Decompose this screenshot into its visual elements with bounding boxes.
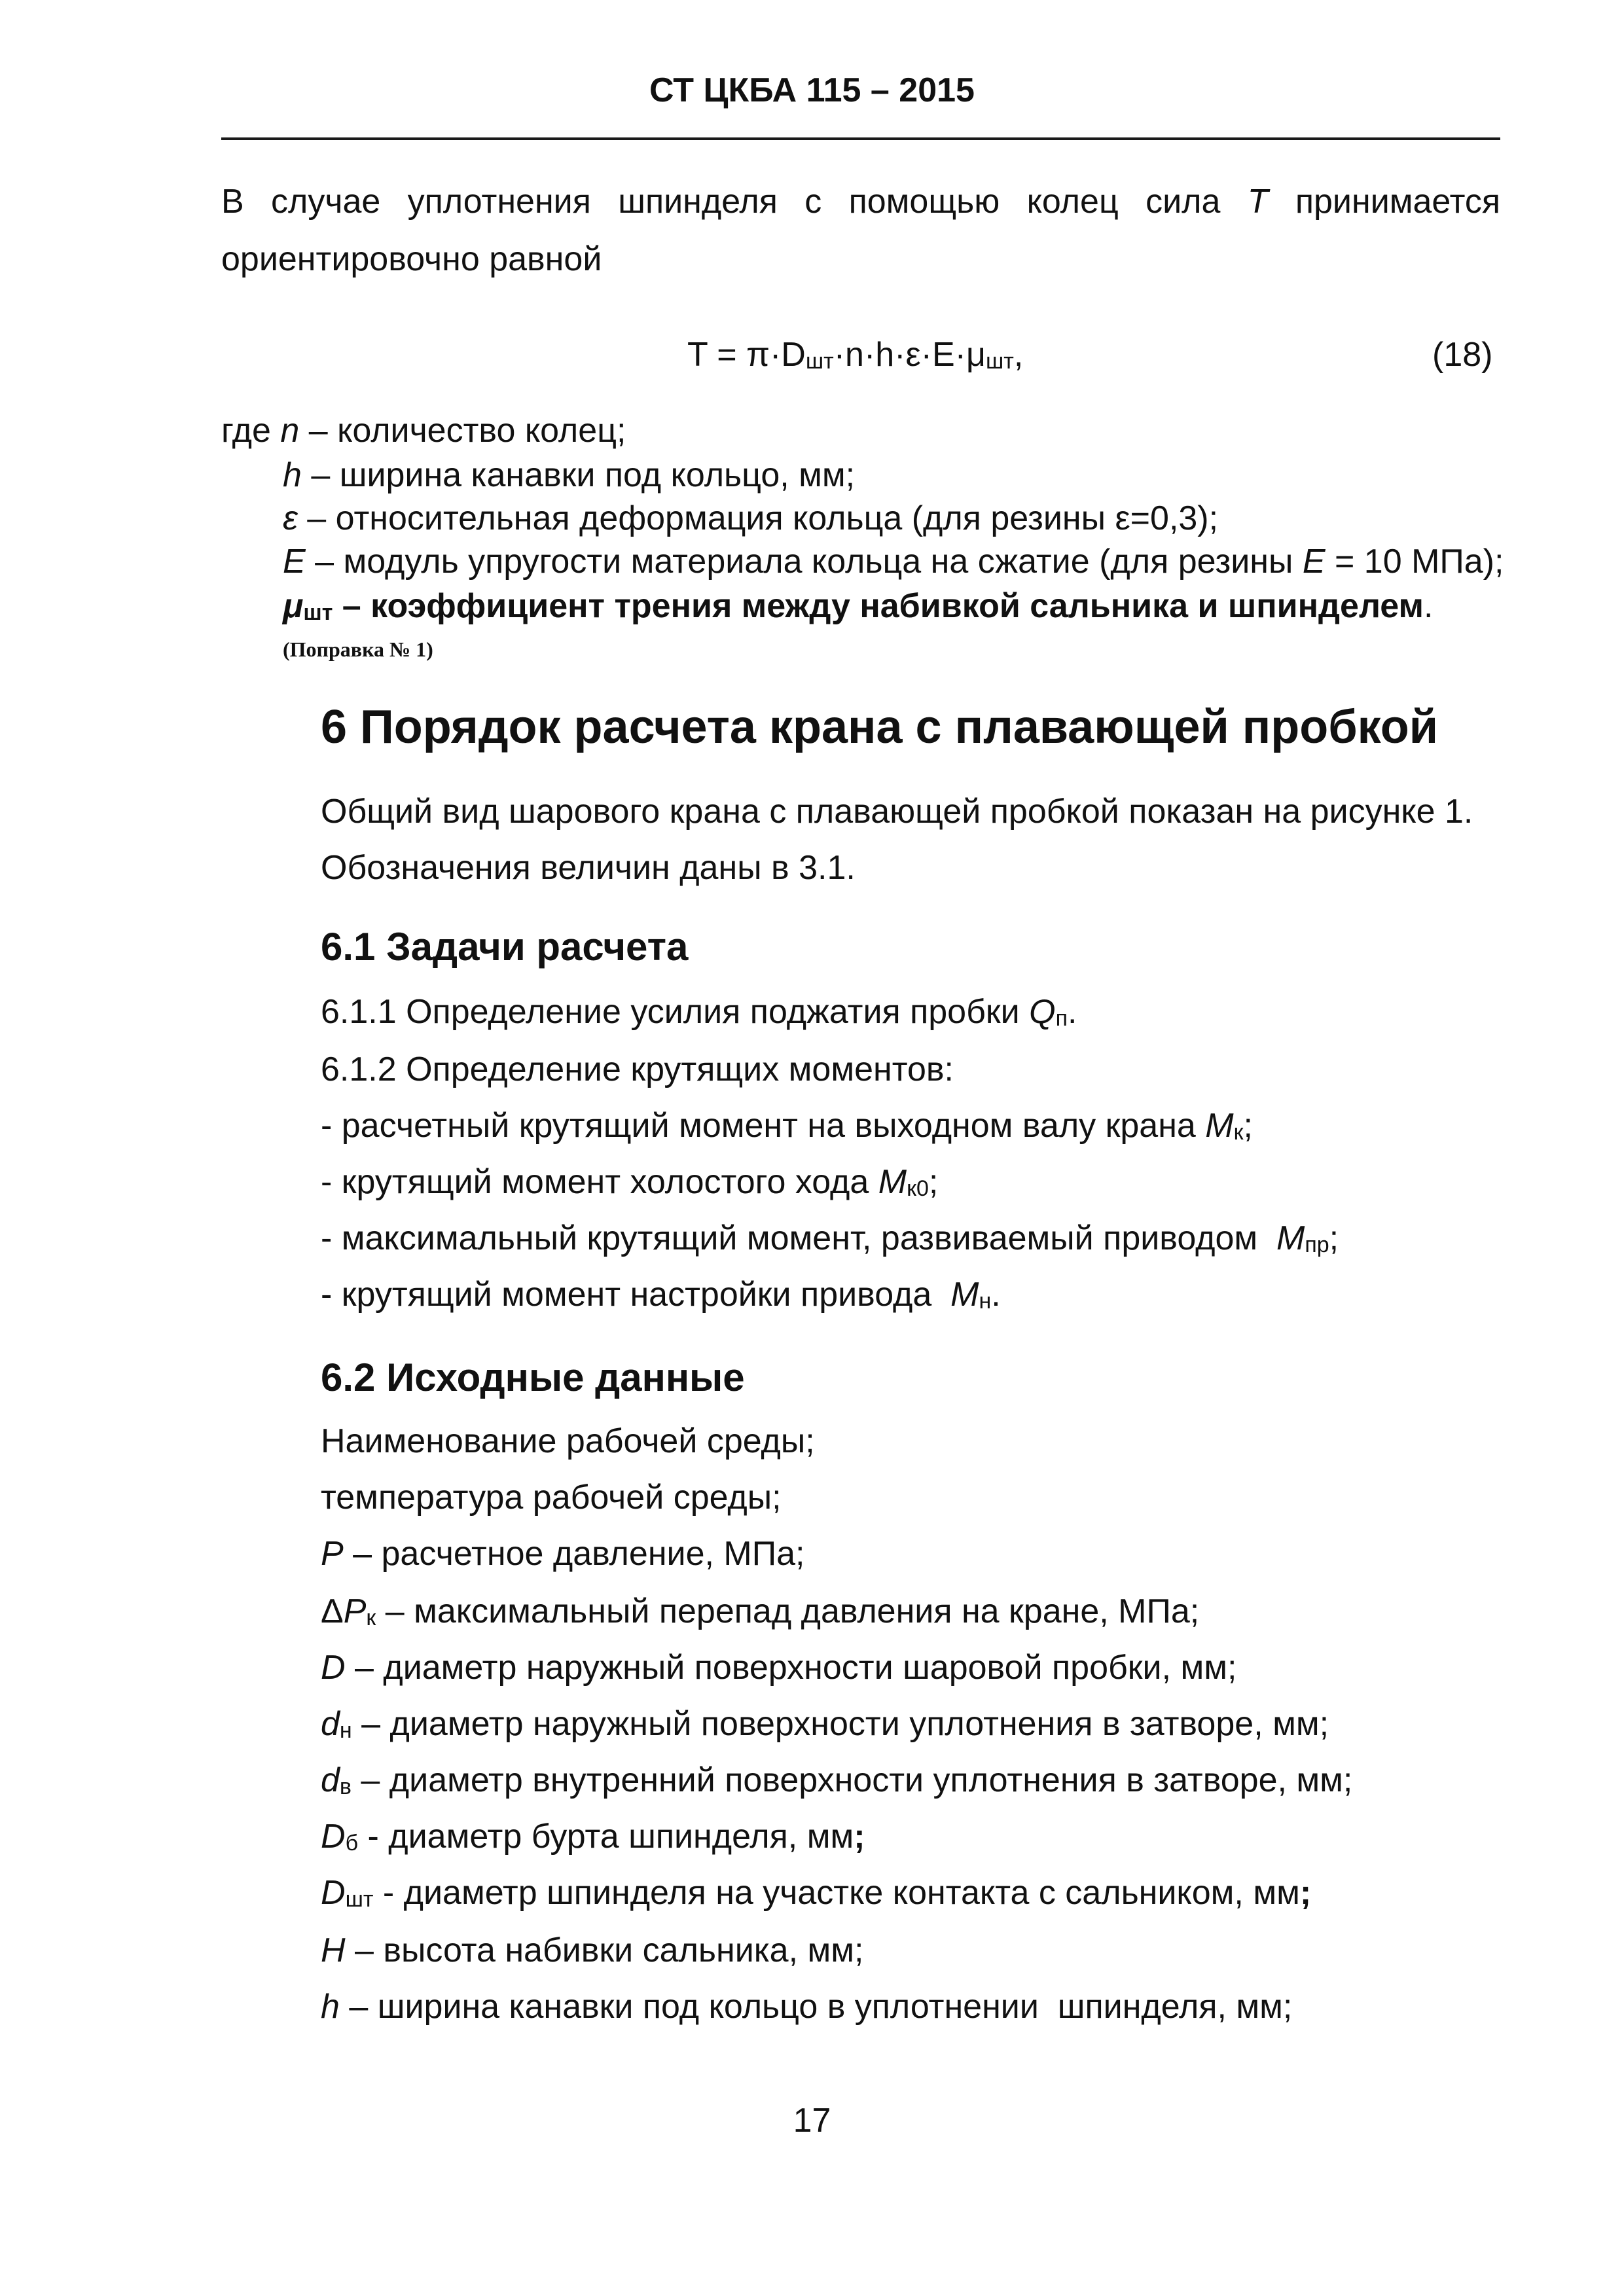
formula-sub-1: шт xyxy=(805,349,834,374)
where-E-text-2: = 10 МПа); xyxy=(1325,543,1504,581)
bullet-mn-end: . xyxy=(991,1276,1001,1314)
where-mu-dot: . xyxy=(1424,587,1434,625)
section-6-1-title: 6.1 Задачи расчета xyxy=(321,925,689,969)
input-P xyxy=(321,1537,804,1571)
where-E xyxy=(283,545,1504,579)
var-P: P xyxy=(321,1535,344,1573)
bullet-mk-end: ; xyxy=(1243,1107,1253,1145)
intro-line-2: ориентировочно равной xyxy=(221,240,602,278)
where-eps xyxy=(283,501,1218,535)
where-h-text: – ширина канавки под кольцо, мм; xyxy=(301,456,856,494)
var-Db-sub: б xyxy=(345,1831,359,1856)
item-6-1-2: 6.1.2 Определение крутящих моментов: xyxy=(321,1050,954,1088)
var-Mpr-sub: пр xyxy=(1305,1232,1329,1257)
bullet-mn-text: - крутящий момент настройки привода xyxy=(321,1276,951,1314)
formula-lhs: T = π·D xyxy=(687,336,806,374)
item-6-1-1-text: 6.1.1 Определение усилия поджатия пробки xyxy=(321,993,1030,1031)
bullet-mk xyxy=(321,1109,1253,1143)
input-Db xyxy=(321,1820,865,1854)
var-dv-sub: в xyxy=(339,1774,352,1799)
item-6-1-1 xyxy=(321,995,1077,1030)
var-dn: d xyxy=(321,1705,340,1743)
var-D: D xyxy=(321,1649,346,1687)
input-dn xyxy=(321,1707,1329,1742)
bullet-mpr xyxy=(321,1221,1339,1256)
where-n-text: – количество колец; xyxy=(299,412,626,450)
document-header: СТ ЦКБА 115 – 2015 xyxy=(649,71,975,109)
var-Q: Q xyxy=(1029,993,1056,1031)
input-dPk xyxy=(321,1594,1199,1629)
bullet-mpr-text: - максимальный крутящий момент, развиваемый приводом xyxy=(321,1219,1277,1257)
where-E-text: – модуль упругости материала кольца на сжатие (для резины xyxy=(305,543,1303,581)
var-Q-sub: п xyxy=(1055,1006,1068,1031)
input-dPk-text: – максимальный перепад давления на кране, МПа; xyxy=(376,1592,1200,1630)
intro-text-b: принимается xyxy=(1268,183,1500,221)
var-n: n xyxy=(280,412,300,450)
equation-number: (18) xyxy=(1432,336,1493,374)
bullet-mk0-text: - крутящий момент холостого хода xyxy=(321,1163,878,1201)
var-Pk-sub: к xyxy=(366,1605,376,1630)
formula-sub-2: шт xyxy=(985,349,1014,374)
section-6-para-1: Общий вид шарового крана с плавающей пробкой показан на рисунке 1. xyxy=(321,793,1473,831)
where-mu xyxy=(283,589,1433,624)
bullet-mk0-end: ; xyxy=(928,1163,939,1201)
var-Mk: M xyxy=(1205,1107,1234,1145)
formula-18 xyxy=(687,335,1023,374)
input-H xyxy=(321,1933,863,1967)
var-Db: D xyxy=(321,1818,346,1856)
section-6-para-2: Обозначения величин даны в 3.1. xyxy=(321,849,856,887)
item-6-1-1-end: . xyxy=(1068,993,1077,1031)
var-eps: ε xyxy=(283,499,298,537)
input-Dsht xyxy=(321,1876,1311,1910)
section-6-title: 6 Порядок расчета крана с плавающей пробкой xyxy=(321,701,1439,753)
amendment-note: (Поправка № 1) xyxy=(283,637,433,661)
delta-symbol: Δ xyxy=(321,1592,344,1630)
var-h-2: h xyxy=(321,1988,340,2026)
intro-line-1 xyxy=(221,185,1500,219)
var-Mn: M xyxy=(950,1276,979,1314)
var-dv: d xyxy=(321,1761,340,1799)
input-Dsht-text: - диаметр шпинделя на участке контакта с сальником, мм xyxy=(373,1874,1300,1912)
formula-tail: , xyxy=(1013,336,1024,374)
where-lead: где xyxy=(221,412,281,450)
input-h-text: – ширина канавки под кольцо в уплотнении шпинделя, мм; xyxy=(339,1988,1293,2026)
input-dv xyxy=(321,1763,1352,1798)
bullet-mn xyxy=(321,1278,1001,1312)
bullet-mpr-end: ; xyxy=(1329,1219,1339,1257)
section-6-2-title: 6.2 Исходные данные xyxy=(321,1355,745,1399)
var-Dsht-sub: шт xyxy=(345,1887,374,1912)
var-Mk-sub: к xyxy=(1233,1120,1244,1145)
var-h: h xyxy=(283,456,302,494)
input-H-text: – высота набивки сальника, мм; xyxy=(345,1931,864,1969)
page-number: 17 xyxy=(793,2102,831,2140)
var-Mk0: M xyxy=(878,1163,907,1201)
input-dn-text: – диаметр наружный поверхности уплотнения в затворе, мм; xyxy=(352,1705,1329,1743)
input-dv-text: – диаметр внутренний поверхности уплотнения в затворе, мм; xyxy=(351,1761,1353,1799)
formula-mid: ·n·h·ε·E·μ xyxy=(833,336,986,374)
input-Dsht-end: ; xyxy=(1299,1874,1312,1912)
var-mu: μ xyxy=(283,587,304,625)
var-Pk: P xyxy=(343,1592,367,1630)
input-Db-end: ; xyxy=(854,1818,865,1856)
var-Mk0-sub: к0 xyxy=(907,1176,929,1201)
bullet-mk-text: - расчетный крутящий момент на выходном валу крана xyxy=(321,1107,1206,1145)
input-medium-temp: температура рабочей среды; xyxy=(321,1479,782,1516)
var-Mpr: M xyxy=(1276,1219,1305,1257)
input-medium-name: Наименование рабочей среды; xyxy=(321,1422,815,1460)
input-h xyxy=(321,1990,1292,2024)
header-rule xyxy=(221,137,1500,140)
var-E: E xyxy=(283,543,306,581)
var-Mn-sub: н xyxy=(979,1289,992,1314)
where-h xyxy=(283,458,855,492)
where-mu-text: – коэффициент трения между набивкой сальника и шпинделем xyxy=(333,587,1424,625)
input-P-text: – расчетное давление, МПа; xyxy=(343,1535,805,1573)
var-mu-sub: шт xyxy=(303,600,333,625)
intro-text-a: В случае уплотнения шпинделя с помощью колец сила xyxy=(221,183,1248,221)
bullet-mk0 xyxy=(321,1165,938,1200)
input-D-text: – диаметр наружный поверхности шаровой пробки, мм; xyxy=(345,1649,1237,1687)
where-n xyxy=(221,414,626,448)
var-dn-sub: н xyxy=(339,1718,352,1743)
var-H: H xyxy=(321,1931,346,1969)
input-D xyxy=(321,1651,1236,1685)
var-Dsht: D xyxy=(321,1874,346,1912)
where-eps-text: – относительная деформация кольца (для резины ε=0,3); xyxy=(297,499,1219,537)
input-Db-text: - диаметр бурта шпинделя, мм xyxy=(358,1818,854,1856)
var-E-2: E xyxy=(1302,543,1326,581)
var-T: T xyxy=(1247,183,1269,221)
